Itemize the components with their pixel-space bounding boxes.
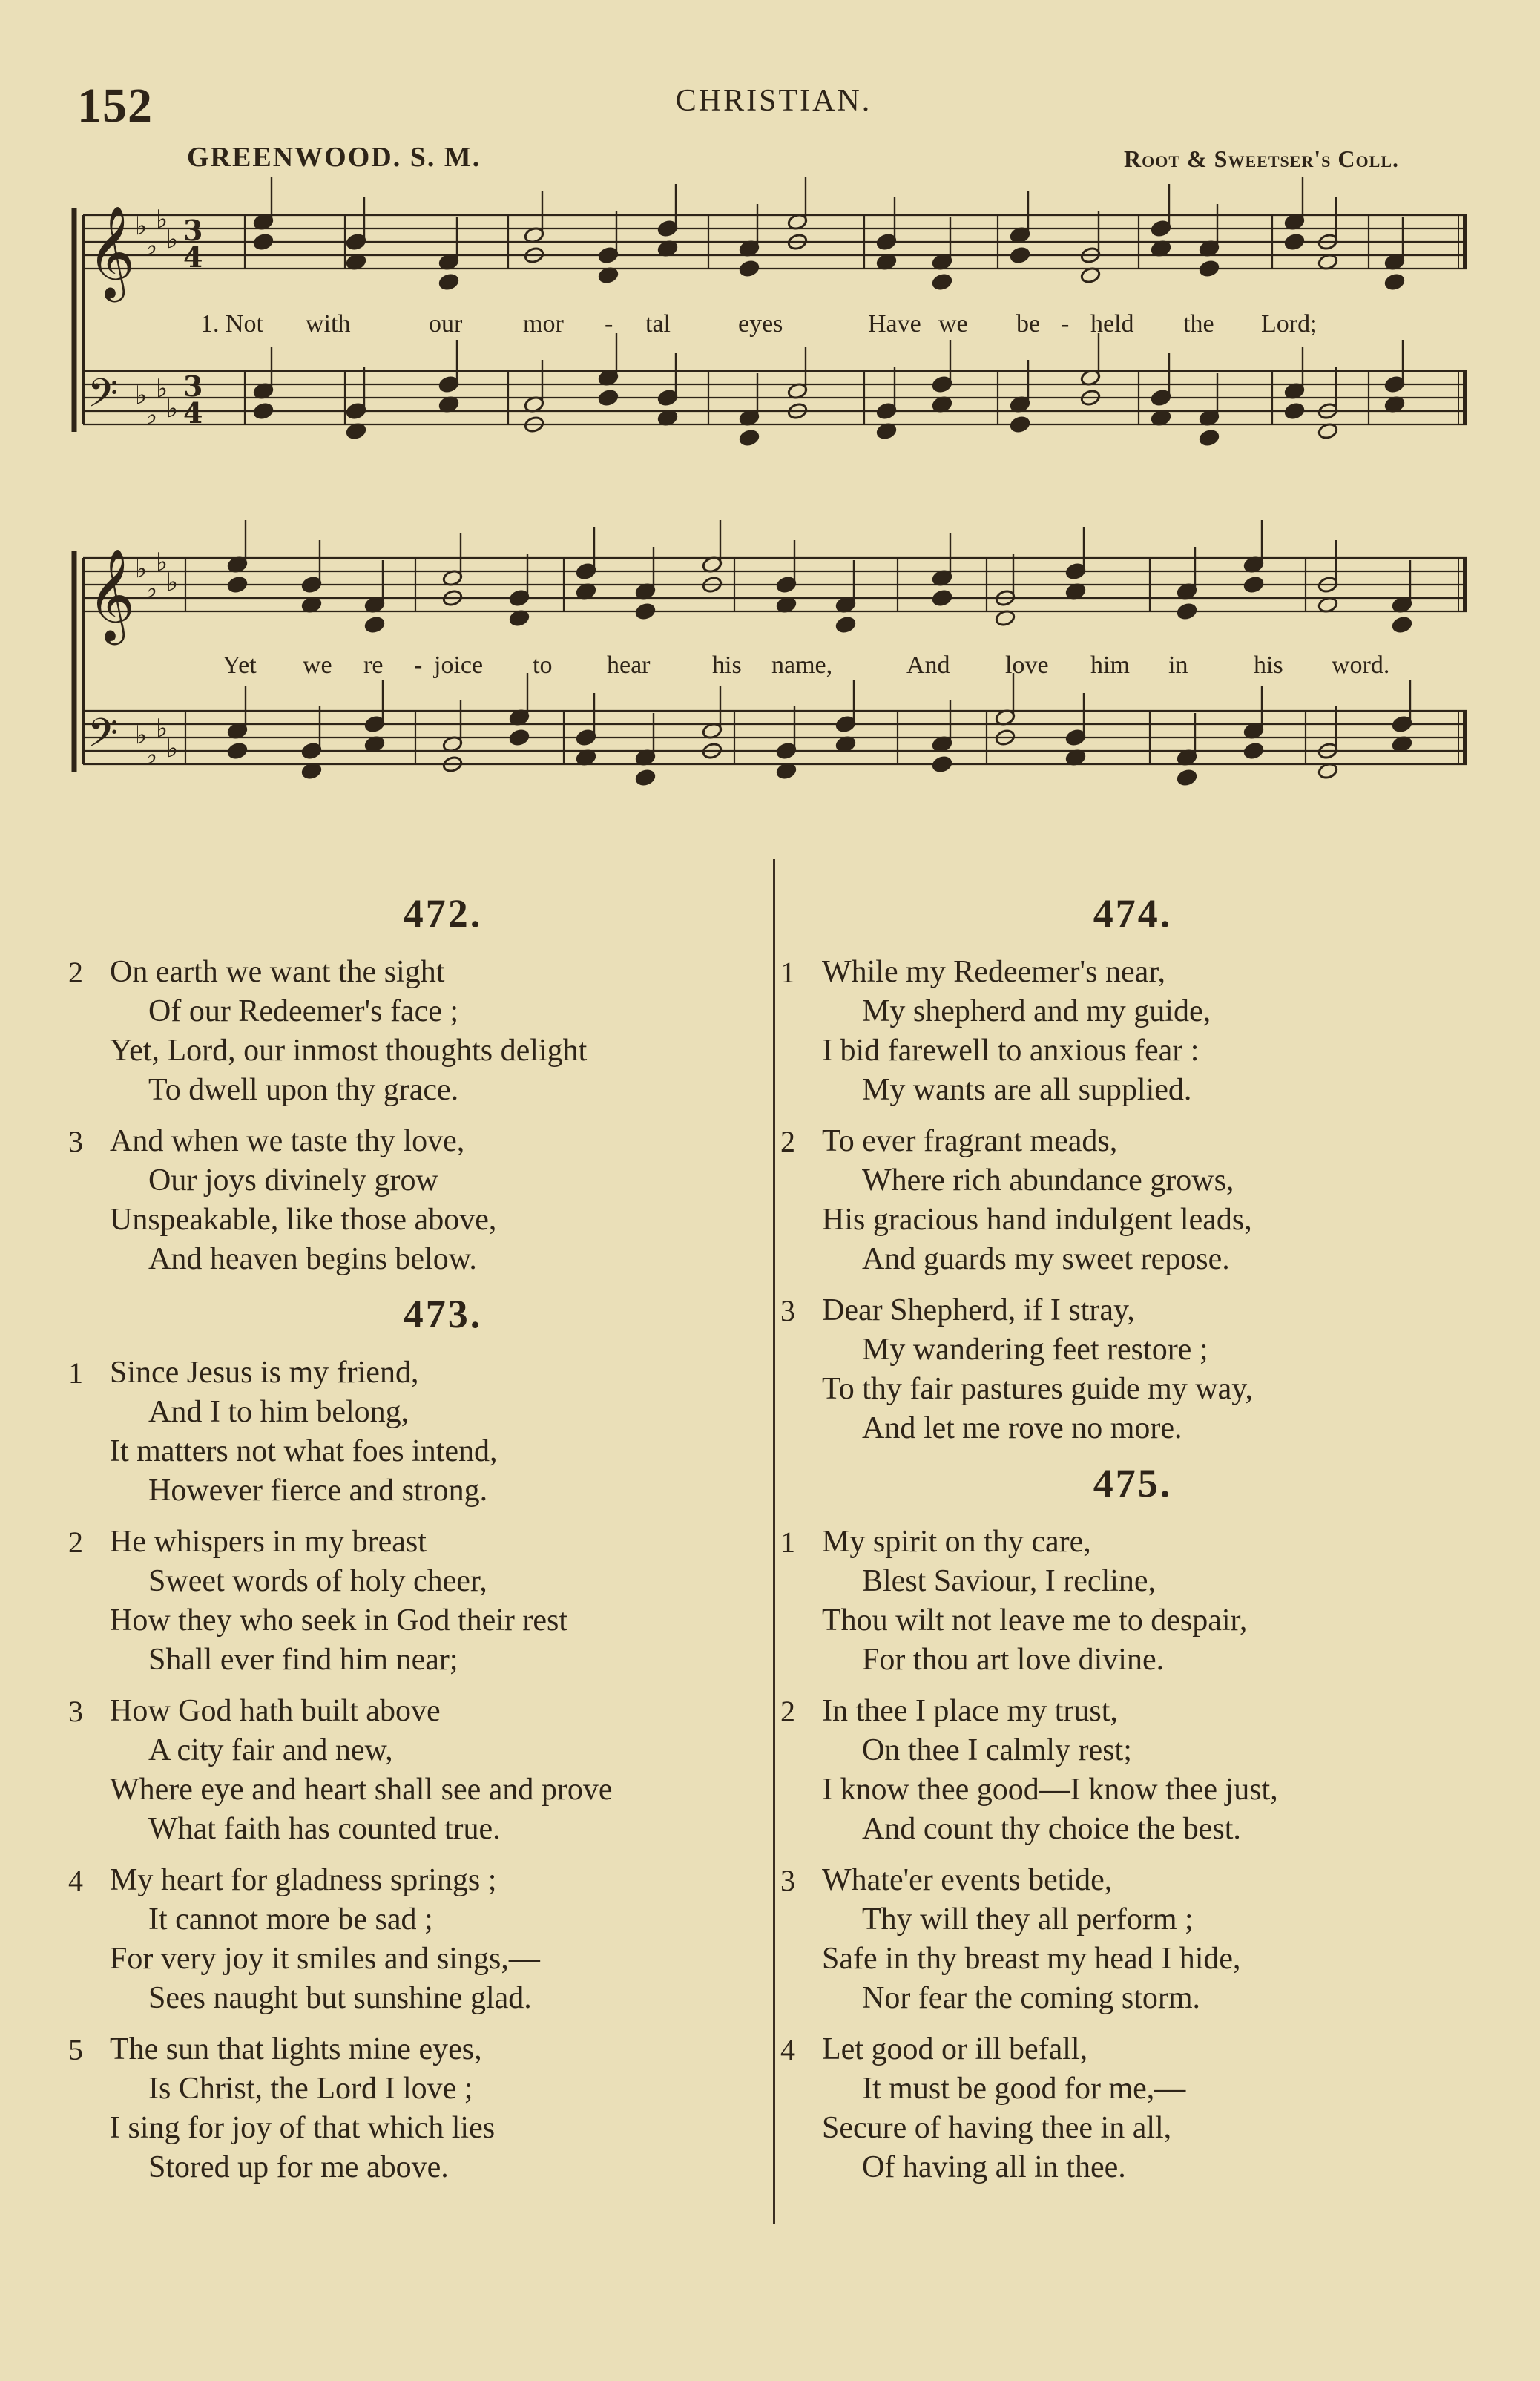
flat-icon: ♭	[166, 225, 179, 254]
flat-icon: ♭	[135, 554, 148, 584]
note-head	[1199, 429, 1220, 447]
lyric-syllable: -	[1061, 310, 1070, 338]
verse-line: Stored up for me above.	[148, 2150, 449, 2184]
note-head	[598, 389, 619, 407]
verse-number: 3	[780, 1864, 795, 1897]
verse-line: Secure of having thee in all,	[822, 2111, 1172, 2145]
note-head	[1177, 602, 1197, 620]
lyric-syllable: -	[414, 651, 423, 679]
note-head	[1384, 273, 1405, 291]
time-signature: 3	[183, 370, 203, 403]
verse-line: While my Redeemer's near,	[822, 955, 1166, 989]
verse-line: Yet, Lord, our inmost thoughts delight	[110, 1034, 588, 1068]
verse-line: Nor fear the coming storm.	[862, 1981, 1201, 2015]
verse-line: Whate'er events betide,	[822, 1863, 1113, 1897]
verse-line: I know thee good—I know thee just,	[822, 1773, 1278, 1807]
lyric-syllable: his	[1254, 651, 1283, 679]
note-head	[364, 616, 385, 634]
verse-number: 1	[68, 1356, 83, 1390]
flat-icon: ♭	[156, 205, 168, 234]
hymn-474	[780, 890, 1463, 1448]
verse-line: On thee I calmly rest;	[862, 1733, 1132, 1767]
note-head	[1243, 742, 1264, 760]
verse-line: On earth we want the sight	[110, 955, 445, 989]
lyric-syllable: And	[906, 651, 950, 679]
lyric-syllable: name,	[771, 651, 833, 679]
flat-icon: ♭	[135, 211, 148, 241]
flat-icon: ♭	[156, 714, 168, 743]
verse-line: It cannot more be sad ;	[148, 1902, 433, 1937]
verse-line: And guards my sweet repose.	[862, 1242, 1230, 1276]
column-divider	[773, 859, 775, 2224]
lyric-syllable: held	[1090, 310, 1134, 338]
verse-line: And let me rove no more.	[862, 1411, 1182, 1445]
stanza	[68, 2030, 758, 2187]
lyric-syllable: hear	[607, 651, 651, 679]
stanza	[780, 1122, 1463, 1279]
stanza	[68, 953, 758, 1110]
lyric-syllable: we	[303, 651, 332, 679]
flat-icon: ♭	[145, 740, 158, 770]
verse-line: And I to him belong,	[148, 1395, 409, 1429]
flat-icon: ♭	[145, 401, 158, 430]
flat-icon: ♭	[166, 734, 179, 763]
verse-line: However fierce and strong.	[148, 1474, 488, 1508]
lyric-syllable: eyes	[738, 310, 783, 338]
verse-line: He whispers in my breast	[110, 1525, 427, 1559]
time-signature: 4	[183, 240, 203, 274]
verse-number: 3	[780, 1294, 795, 1327]
lyric-syllable: Have	[868, 310, 921, 338]
verse-line: Dear Shepherd, if I stray,	[822, 1293, 1135, 1327]
note-head	[253, 402, 274, 420]
hymn-475	[780, 1460, 1463, 2187]
hymn-473	[68, 1291, 758, 2187]
lyric-syllable: him	[1090, 651, 1130, 679]
note-head	[227, 742, 248, 760]
lyric-syllable: the	[1183, 310, 1214, 338]
note-head	[1243, 576, 1264, 594]
lyric-syllable: joice	[434, 651, 484, 679]
note-head	[739, 429, 760, 447]
left-column	[68, 883, 758, 2199]
flat-icon: ♭	[156, 374, 168, 404]
verse-line: Where eye and heart shall see and prove	[110, 1773, 613, 1807]
verse-line: It must be good for me,—	[862, 2072, 1186, 2106]
note-head	[253, 233, 274, 251]
verse-line: To ever fragrant meads,	[822, 1124, 1118, 1158]
verse-line: Thy will they all perform ;	[862, 1902, 1194, 1937]
verse-number: 2	[68, 1526, 83, 1559]
note-head	[1010, 246, 1030, 264]
note-head	[635, 602, 656, 620]
verse-number: 2	[780, 1695, 795, 1728]
flat-icon: ♭	[145, 231, 158, 261]
verse-line: What faith has counted true.	[148, 1812, 501, 1846]
lyric-syllable: Yet	[223, 651, 257, 679]
stanza	[68, 1122, 758, 1279]
verse-line: To dwell upon thy grace.	[148, 1073, 459, 1107]
stanza	[780, 1291, 1463, 1448]
note-head	[1392, 616, 1412, 634]
lyric-syllable: Lord;	[1261, 310, 1317, 338]
lyric-syllable: our	[429, 310, 463, 338]
verse-line: How God hath built above	[110, 1694, 441, 1728]
time-signature: 3	[183, 214, 203, 247]
verse-number: 1	[780, 956, 795, 989]
verse-line: For thou art love divine.	[862, 1643, 1165, 1677]
bass-clef-icon: 𝄢	[88, 371, 119, 426]
stanza	[780, 1692, 1463, 1849]
verse-line: The sun that lights mine eyes,	[110, 2032, 482, 2066]
verse-line: Safe in thy breast my head I hide,	[822, 1942, 1241, 1976]
hymn-number: 475.	[1093, 1461, 1173, 1505]
stanza	[780, 1861, 1463, 2018]
verse-line: Of having all in thee.	[862, 2150, 1126, 2184]
page-number: 152	[77, 79, 153, 133]
verse-number: 3	[68, 1125, 83, 1158]
verse-line: My heart for gladness springs ;	[110, 1863, 497, 1897]
note-head	[227, 576, 248, 594]
lyric-syllable: mor	[523, 310, 564, 338]
stanza	[68, 1523, 758, 1680]
verse-line: How they who seek in God their rest	[110, 1603, 568, 1638]
verse-number: 2	[780, 1125, 795, 1158]
stanza	[780, 2030, 1463, 2187]
verse-line: My wandering feet restore ;	[862, 1333, 1208, 1367]
lyric-syllable: 1. Not	[200, 310, 263, 338]
hymn-472	[68, 890, 758, 1279]
flat-icon: ♭	[135, 381, 148, 410]
note-head	[932, 755, 952, 773]
hymn-number: 472.	[403, 891, 483, 936]
verse-line: Shall ever find him near;	[148, 1643, 458, 1677]
note-head	[1284, 233, 1305, 251]
verse-line: Thou wilt not leave me to despair,	[822, 1603, 1248, 1638]
verse-line: It matters not what foes intend,	[110, 1434, 498, 1468]
stanza	[68, 1692, 758, 1849]
music-score	[0, 0, 1540, 838]
flat-icon: ♭	[166, 568, 179, 597]
verse-line: And count thy choice the best.	[862, 1812, 1241, 1846]
running-head: CHRISTIAN.	[675, 84, 872, 118]
stanza	[780, 1523, 1463, 1680]
verse-line: A city fair and new,	[148, 1733, 393, 1767]
flat-icon: ♭	[145, 574, 158, 604]
verse-number: 4	[780, 2033, 795, 2066]
verse-line: Since Jesus is my friend,	[110, 1356, 419, 1390]
lyric-syllable: be	[1016, 310, 1041, 338]
note-head	[932, 273, 952, 291]
verse-number: 1	[780, 1526, 795, 1559]
verse-line: His gracious hand indulgent leads,	[822, 1203, 1252, 1237]
time-signature: 4	[183, 396, 203, 430]
verse-line: Where rich abundance grows,	[862, 1163, 1234, 1198]
verse-line: Sweet words of holy cheer,	[148, 1564, 487, 1598]
note-head	[739, 260, 760, 277]
note-head	[438, 273, 459, 291]
lyric-syllable: with	[306, 310, 351, 338]
tune-source: Root & Sweetser's Coll.	[1124, 145, 1399, 172]
verse-line: My wants are all supplied.	[862, 1073, 1192, 1107]
verse-line: For very joy it smiles and sings,—	[110, 1942, 540, 1976]
stanza	[68, 1353, 758, 1511]
tune-name: GREENWOOD. S. M.	[187, 142, 481, 173]
verse-line: In thee I place my trust,	[822, 1694, 1118, 1728]
verse-line: I sing for joy of that which lies	[110, 2111, 496, 2145]
lyric-syllable: re	[363, 651, 384, 679]
note-head	[835, 616, 856, 634]
flat-icon: ♭	[135, 720, 148, 750]
verse-line: Of our Redeemer's face ;	[148, 994, 459, 1028]
note-head	[1284, 402, 1305, 420]
verse-number: 3	[68, 1695, 83, 1728]
hymn-number: 473.	[403, 1292, 483, 1336]
bass-clef-icon: 𝄢	[88, 711, 119, 766]
verse-line: And heaven begins below.	[148, 1242, 477, 1276]
verse-number: 4	[68, 1864, 83, 1897]
note-head	[1177, 769, 1197, 786]
verse-line: Unspeakable, like those above,	[110, 1203, 497, 1237]
verse-line: Blest Saviour, I recline,	[862, 1564, 1156, 1598]
verse-line: Our joys divinely grow	[148, 1163, 438, 1198]
lyric-syllable: -	[605, 310, 613, 338]
flat-icon: ♭	[156, 548, 168, 577]
stanza	[68, 1861, 758, 2018]
treble-clef-icon: 𝄞	[88, 206, 135, 298]
note-head	[509, 729, 530, 746]
note-head	[932, 589, 952, 607]
verse-line: My shepherd and my guide,	[862, 994, 1211, 1028]
right-column	[780, 883, 1463, 2199]
lyric-syllable: in	[1168, 651, 1188, 679]
note-head	[1199, 260, 1220, 277]
lyric-syllable: word.	[1332, 651, 1390, 679]
verse-line: To thy fair pastures guide my way,	[822, 1372, 1254, 1406]
verse-line: My spirit on thy care,	[822, 1525, 1091, 1559]
verse-number: 2	[68, 956, 83, 989]
verse-line: And when we taste thy love,	[110, 1124, 465, 1158]
verse-number: 5	[68, 2033, 83, 2066]
flat-icon: ♭	[166, 394, 179, 424]
lyric-syllable: his	[712, 651, 742, 679]
lyric-syllable: tal	[645, 310, 671, 338]
note-head	[635, 769, 656, 786]
verse-line: I bid farewell to anxious fear :	[822, 1034, 1200, 1068]
lyric-syllable: to	[533, 651, 553, 679]
treble-clef-icon: 𝄞	[88, 548, 135, 641]
verse-line: Let good or ill befall,	[822, 2032, 1088, 2066]
lyric-syllable: love	[1005, 651, 1049, 679]
hymn-number: 474.	[1093, 891, 1173, 936]
verse-line: Sees naught but sunshine glad.	[148, 1981, 532, 2015]
note-head	[1010, 416, 1030, 433]
stanza	[780, 953, 1463, 1110]
verse-line: Is Christ, the Lord I love ;	[148, 2072, 473, 2106]
lyric-syllable: we	[938, 310, 968, 338]
